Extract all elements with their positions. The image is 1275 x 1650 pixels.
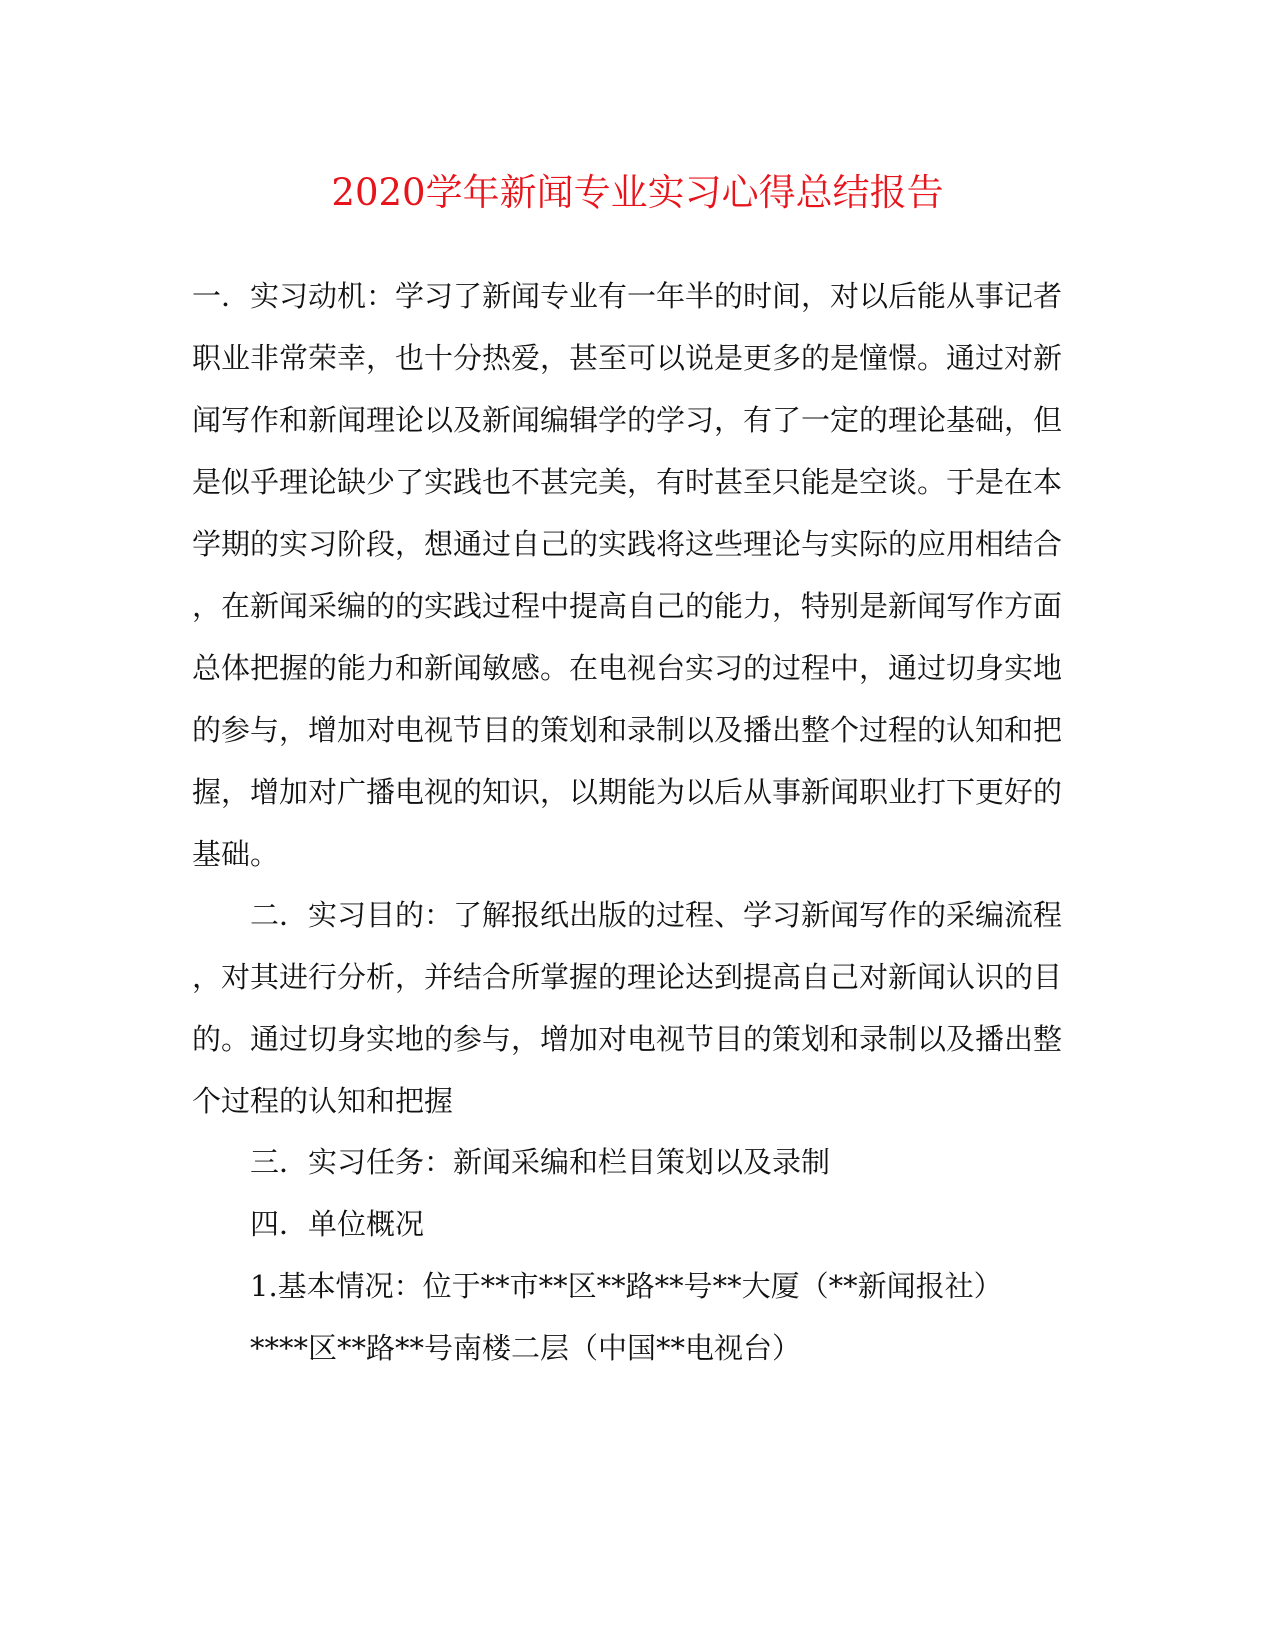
paragraph-line: ，在新闻采编的的实践过程中提高自己的能力，特别是新闻写作方面: [192, 589, 1063, 623]
paragraph-line: 1.基本情况：位于**市**区**路**号**大厦（**新闻报社）: [250, 1269, 1003, 1303]
document-title: 2020学年新闻专业实习心得总结报告: [331, 171, 944, 214]
paragraph-line: 三．实习任务：新闻采编和栏目策划以及录制: [250, 1145, 831, 1179]
paragraph-line: 学期的实习阶段，想通过自己的实践将这些理论与实际的应用相结合: [192, 527, 1063, 561]
paragraph-line: 握，增加对广播电视的知识，以期能为以后从事新闻职业打下更好的: [192, 775, 1063, 809]
paragraph-line: 四．单位概况: [250, 1207, 425, 1241]
paragraph-line: ，对其进行分析，并结合所掌握的理论达到提高自己对新闻认识的目: [192, 960, 1063, 994]
paragraph-line: 总体把握的能力和新闻敏感。在电视台实习的过程中，通过切身实地: [192, 651, 1063, 685]
paragraph-line: 一．实习动机：学习了新闻专业有一年半的时间，对以后能从事记者: [192, 279, 1063, 313]
paragraph-line: 的。通过切身实地的参与，增加对电视节目的策划和录制以及播出整: [192, 1022, 1063, 1056]
paragraph-line: 是似乎理论缺少了实践也不甚完美，有时甚至只能是空谈。于是在本: [192, 465, 1063, 499]
paragraph-line: 的参与，增加对电视节目的策划和录制以及播出整个过程的认知和把: [192, 713, 1063, 747]
paragraph-line: 二．实习目的：了解报纸出版的过程、学习新闻写作的采编流程: [250, 898, 1063, 932]
paragraph-line: 个过程的认知和把握: [192, 1084, 454, 1118]
paragraph-line: 职业非常荣幸，也十分热爱，甚至可以说是更多的是憧憬。通过对新: [192, 341, 1063, 375]
paragraph-line: ****区**路**号南楼二层（中国**电视台）: [250, 1331, 802, 1365]
paragraph-line: 闻写作和新闻理论以及新闻编辑学的学习，有了一定的理论基础，但: [192, 403, 1063, 437]
paragraph-line: 基础。: [192, 837, 280, 871]
